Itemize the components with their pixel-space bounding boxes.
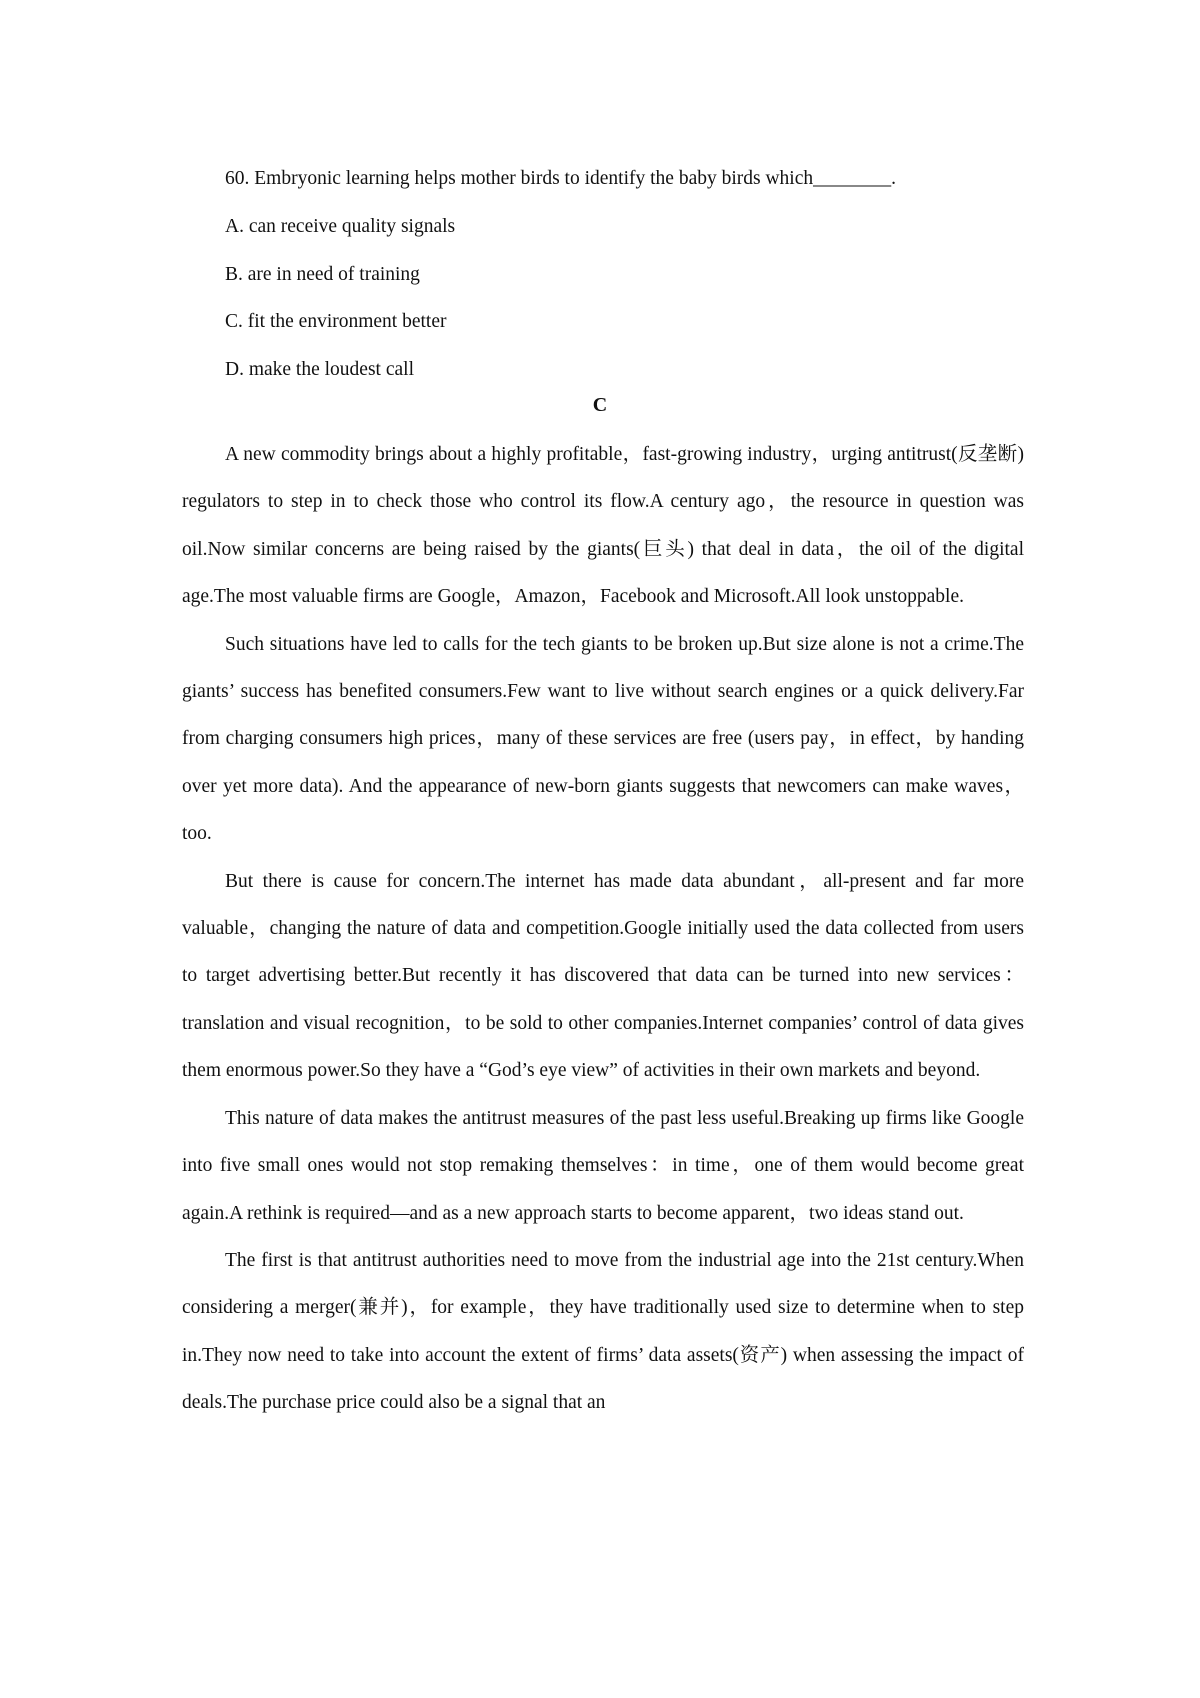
option-a: A. can receive quality signals <box>225 216 456 237</box>
question-60 <box>182 155 1042 393</box>
passage-paragraph-1: A new commodity brings about a highly profitable，fast-growing industry，urging antitrust(反垄断) regulators to step in to check those who control its flow.A century ago，the resource in question was oil.Now similar concerns are being raised by the giants(巨头) that deal in data，the oil of the digital age.The most valuable firms are Google，Amazon，Facebook and Microsoft.All look unstoppable. <box>182 444 1024 608</box>
option-d: D. make the loudest call <box>225 358 414 380</box>
question-stem: 60. Embryonic learning helps mother birds to identify the baby birds which________. <box>225 168 897 189</box>
passage-paragraph-2: Such situations have led to calls for the tech giants to be broken up.But size alone is not a crime.The giants’ success has benefited consumers.Few want to live without search engines or a quick delivery.Far from charging consumers high prices，many of these services are free (users pay，in effect，by handing over yet more data). And the appearance of new-born giants suggests that newcomers can make waves，too. <box>182 633 1024 845</box>
passage-paragraph-5: The first is that antitrust authorities need to move from the industrial age into the 21st century.When considering a merger(兼并)，for example，they have traditionally used size to determine when to step in.They now need to take into account the extent of firms’ data assets(资产) when assessing the impact of deals.The purchase price could also be a signal that an <box>182 1249 1024 1414</box>
passage-paragraph-3: But there is cause for concern.The internet has made data abundant，all-present and far more valuable，changing the nature of data and competition.Google initially used the data collected from users to target advertising better.But recently it has discovered that data can be turned into new services：translation and visual recognition，to be sold to other companies.Internet companies’ control of data gives them enormous power.So they have a “God’s eye view” of activities in their own markets and beyond. <box>182 870 1024 1082</box>
section-heading: C <box>592 394 608 416</box>
option-c: C. fit the environment better <box>225 311 447 332</box>
passage-paragraph-4: This nature of data makes the antitrust measures of the past less useful.Breaking up firms like Google into five small ones would not stop remaking themselves：in time，one of them would become great again.A rethink is required—and as a new approach starts to become apparent，two ideas stand out. <box>182 1107 1024 1224</box>
option-b: B. are in need of training <box>225 263 420 285</box>
reading-passage <box>182 431 1024 1427</box>
